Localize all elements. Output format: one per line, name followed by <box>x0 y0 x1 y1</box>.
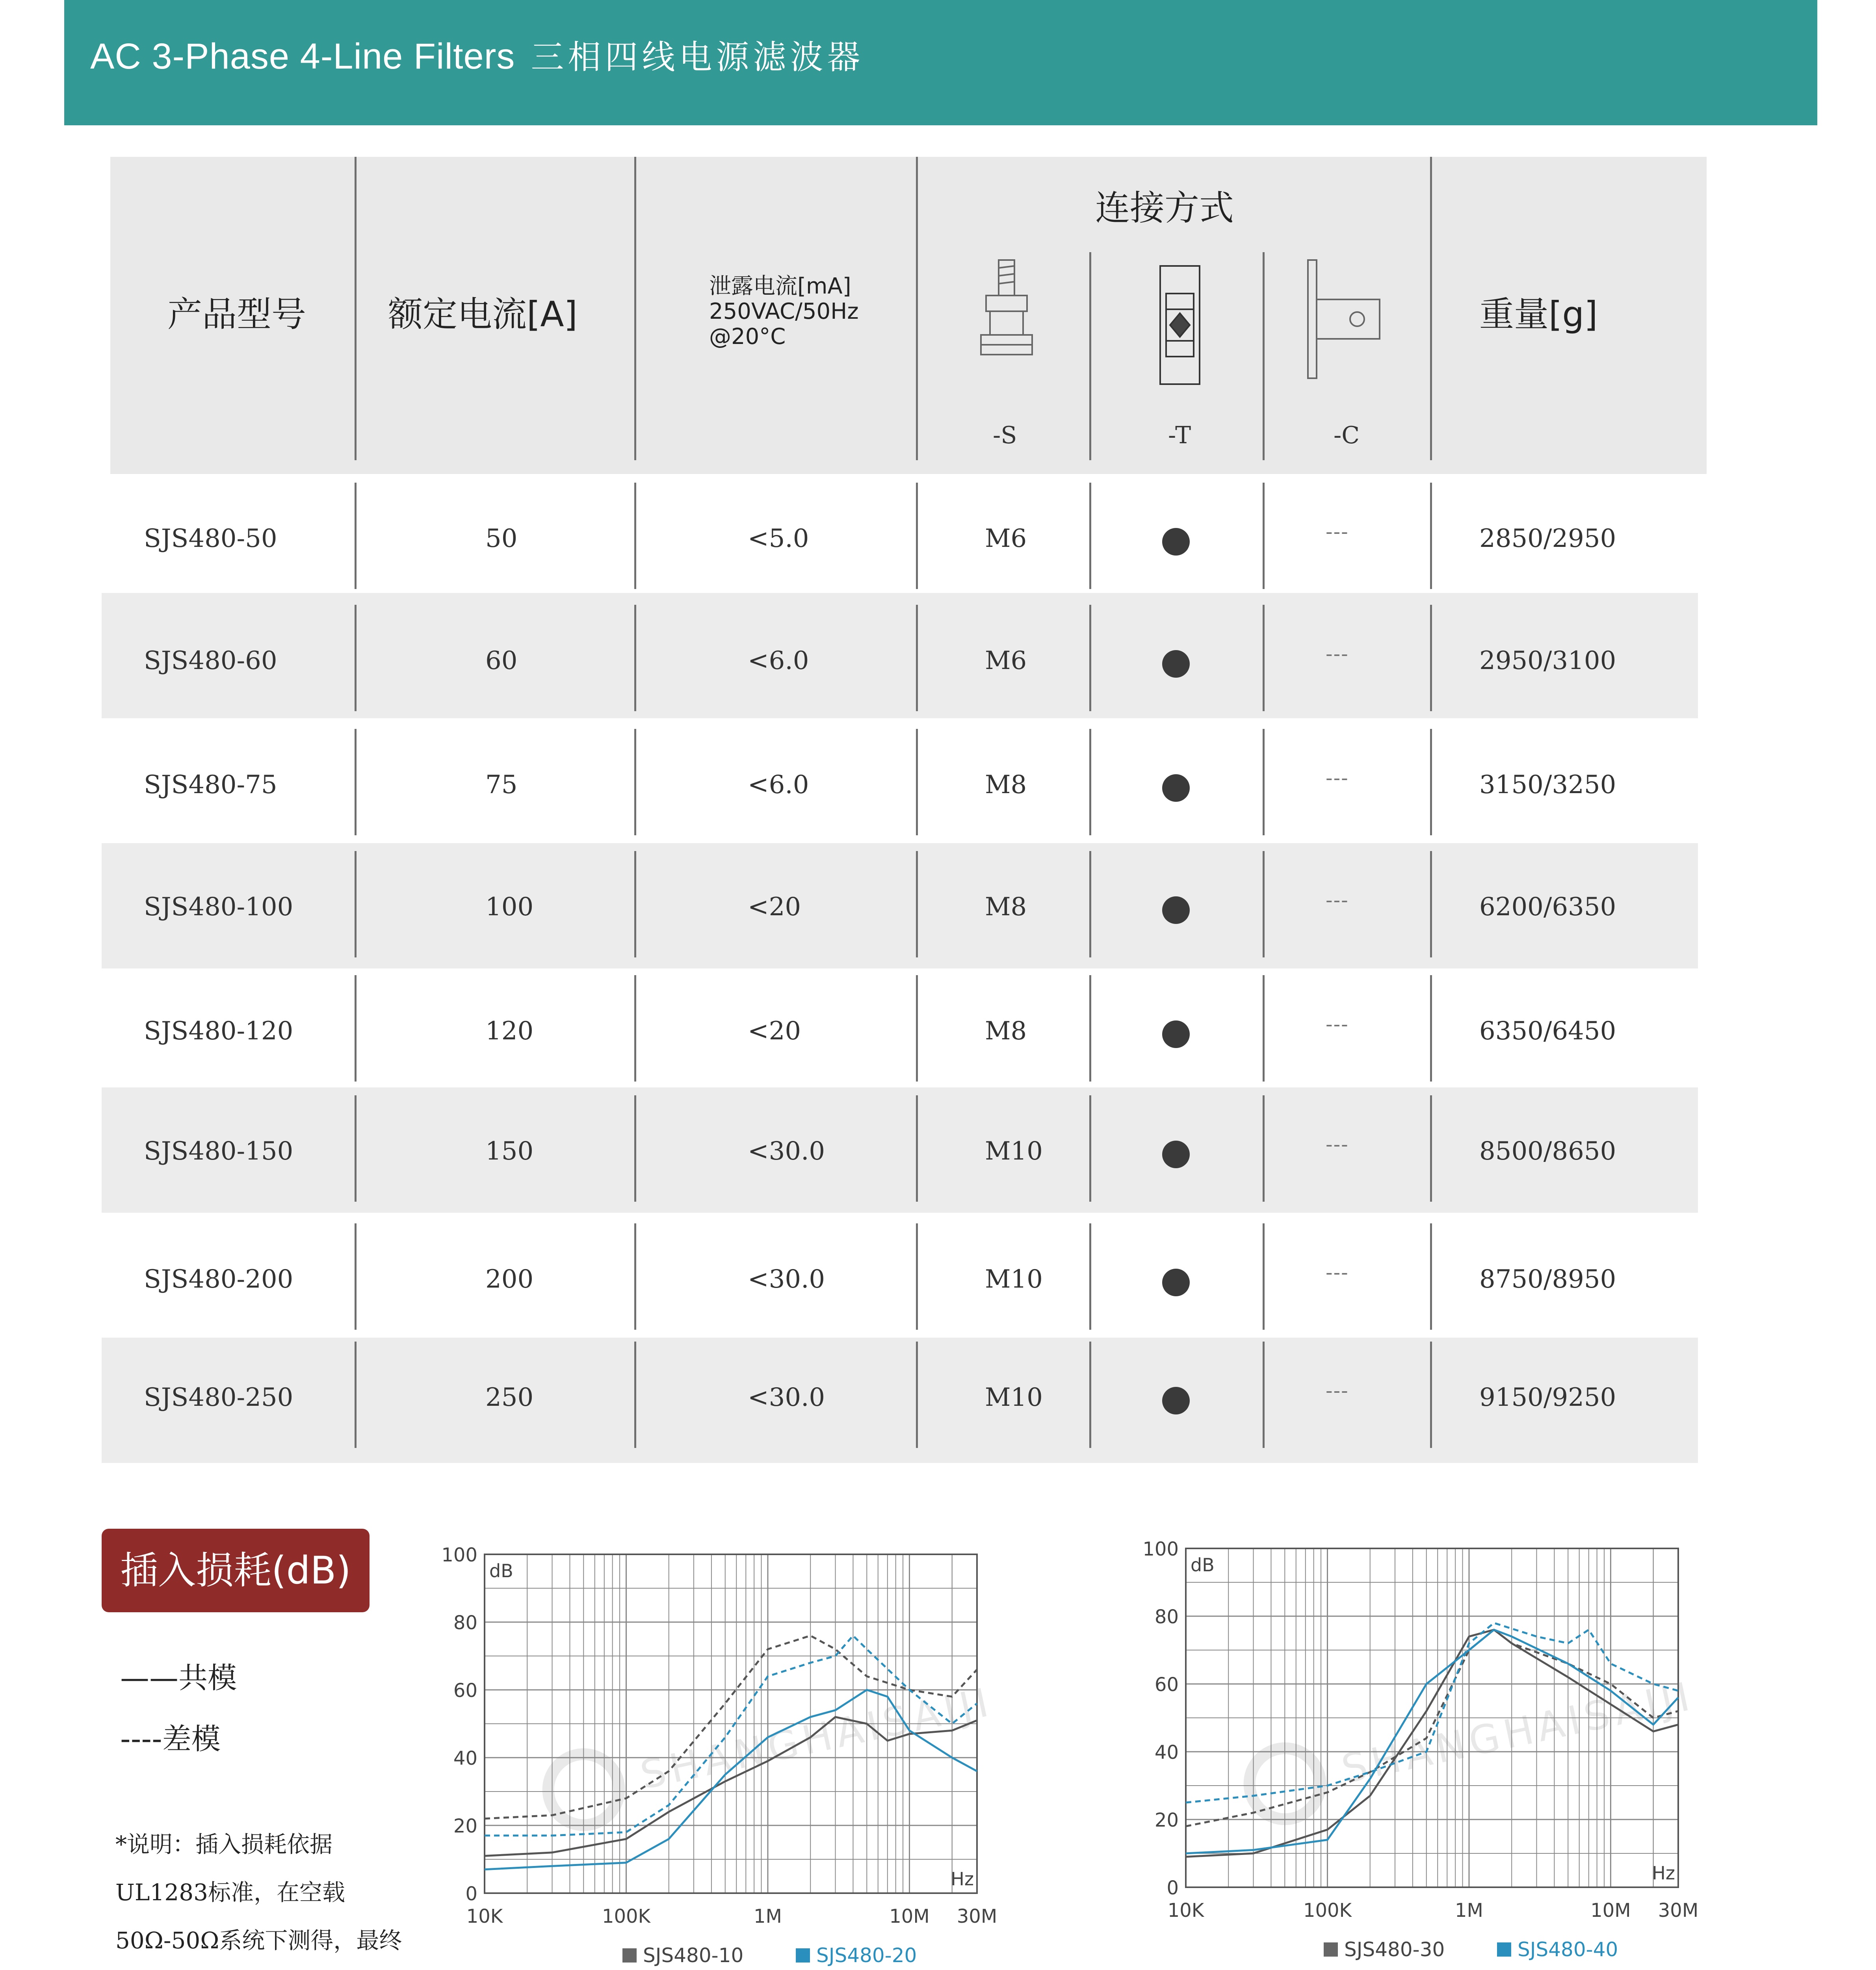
cell-current: 100 <box>485 892 534 922</box>
filled-dot-indicator <box>1162 896 1190 924</box>
cell-model: SJS480-120 <box>144 1017 293 1046</box>
column-divider <box>1430 729 1432 835</box>
column-divider <box>634 157 636 460</box>
title-en: AC 3-Phase 4-Line Filters <box>90 36 515 76</box>
cell-current: 60 <box>485 646 518 675</box>
filled-dot-indicator <box>1162 1141 1190 1168</box>
column-divider <box>634 851 636 957</box>
column-divider <box>916 157 918 460</box>
column-divider <box>1089 729 1091 835</box>
cell-weight: 9150/9250 <box>1479 1383 1616 1412</box>
column-divider <box>1430 1095 1432 1202</box>
column-divider <box>355 975 357 1082</box>
column-divider <box>634 483 636 589</box>
cell-conn-s: M8 <box>985 1017 1027 1046</box>
column-divider <box>355 729 357 835</box>
column-divider <box>1263 483 1265 589</box>
x-tick-label: 1M <box>754 1905 782 1927</box>
cell-leakage: <20 <box>748 1017 801 1046</box>
column-divider <box>1430 483 1432 589</box>
column-divider <box>1089 975 1091 1082</box>
cell-conn-c: --- <box>1326 1013 1349 1036</box>
cell-weight: 8500/8650 <box>1479 1137 1616 1166</box>
cell-conn-c: --- <box>1326 766 1349 790</box>
conn-label-c: -C <box>1334 422 1360 449</box>
cell-model: SJS480-75 <box>144 770 277 799</box>
legend-label: SJS480-20 <box>816 1944 917 1967</box>
y-tick-label: 60 <box>453 1680 477 1702</box>
column-divider <box>355 851 357 957</box>
header-weight: 重量[g] <box>1479 294 1598 335</box>
y-tick-label: 80 <box>453 1612 477 1634</box>
title-cn: 三相四线电源滤波器 <box>531 39 864 76</box>
y-tick-label: 20 <box>453 1815 477 1837</box>
legend-label: SJS480-10 <box>643 1944 744 1967</box>
column-divider <box>1089 1095 1091 1202</box>
insertion-loss-chart-1 <box>418 1535 1024 1970</box>
cell-conn-s: M10 <box>985 1383 1043 1412</box>
conn-label-t: -T <box>1168 422 1191 449</box>
cell-weight: 6350/6450 <box>1479 1017 1616 1046</box>
x-tick-label: 30M <box>1658 1899 1699 1922</box>
stud-terminal-icon <box>971 256 1042 374</box>
cell-conn-c: --- <box>1326 1133 1349 1156</box>
cell-weight: 8750/8950 <box>1479 1265 1616 1294</box>
watermark <box>1243 1662 1701 1826</box>
column-divider <box>1089 851 1091 957</box>
header-leakage <box>709 274 859 349</box>
insertion-loss-chart-2 <box>1119 1529 1726 1970</box>
insertion-loss-note: *说明：插入损耗依据UL1283标准，在空载50Ω-50Ω系统下测得，最终 <box>115 1831 402 1954</box>
cell-conn-s: M6 <box>985 524 1027 553</box>
column-divider <box>1430 1342 1432 1448</box>
column-divider <box>634 605 636 711</box>
filled-dot-indicator <box>1162 528 1190 556</box>
column-divider <box>1089 483 1091 589</box>
column-divider <box>916 975 918 1082</box>
cell-model: SJS480-100 <box>144 892 293 922</box>
column-divider <box>916 851 918 957</box>
column-divider <box>1430 157 1432 460</box>
cell-weight: 2850/2950 <box>1479 524 1616 553</box>
cell-leakage: <20 <box>748 892 801 922</box>
column-divider <box>1430 851 1432 957</box>
column-divider <box>1089 252 1091 460</box>
legend-swatch <box>1324 1942 1338 1957</box>
column-divider <box>1430 975 1432 1082</box>
column-divider <box>634 975 636 1082</box>
lug-terminal-icon <box>1300 256 1402 382</box>
cell-current: 150 <box>485 1137 534 1166</box>
y-tick-label: 20 <box>1154 1809 1179 1831</box>
cell-current: 200 <box>485 1265 534 1294</box>
cell-conn-c: --- <box>1326 888 1349 912</box>
cell-leakage: <30.0 <box>748 1137 825 1166</box>
column-divider <box>355 1223 357 1330</box>
column-divider <box>916 729 918 835</box>
cell-leakage: <30.0 <box>748 1383 825 1412</box>
column-divider <box>916 605 918 711</box>
x-tick-label: 10K <box>1167 1899 1204 1922</box>
cell-conn-s: M8 <box>985 892 1027 922</box>
row-band <box>102 1087 1698 1213</box>
x-axis-unit-label: Hz <box>951 1868 974 1890</box>
column-divider <box>1263 851 1265 957</box>
y-tick-label: 40 <box>1154 1741 1179 1764</box>
header-leakage-line2: 250VAC/50Hz <box>709 299 859 324</box>
x-tick-label: 10M <box>1590 1899 1631 1922</box>
table-header-background <box>110 157 1707 474</box>
header-leakage-line1: 泄露电流[mA] <box>709 273 851 299</box>
cell-conn-s: M10 <box>985 1137 1043 1166</box>
column-divider <box>355 605 357 711</box>
column-divider <box>1263 1342 1265 1448</box>
header-rated-current: 额定电流[A] <box>388 294 578 335</box>
column-divider <box>1263 729 1265 835</box>
x-tick-label: 100K <box>602 1905 651 1927</box>
cell-leakage: <5.0 <box>748 524 809 553</box>
legend-swatch <box>1497 1942 1511 1957</box>
cell-current: 75 <box>485 770 518 799</box>
watermark-text: SHANGHAISAIJI <box>636 1678 997 1798</box>
through-terminal-icon <box>1152 262 1207 392</box>
column-divider <box>1263 252 1265 460</box>
cell-conn-s: M8 <box>985 770 1027 799</box>
cell-weight: 3150/3250 <box>1479 770 1616 799</box>
cell-leakage: <6.0 <box>748 770 809 799</box>
column-divider <box>916 1223 918 1330</box>
cell-model: SJS480-250 <box>144 1383 293 1412</box>
chart-legend <box>1324 1938 1618 1961</box>
filled-dot-indicator <box>1162 650 1190 678</box>
column-divider <box>916 1342 918 1448</box>
y-tick-label: 40 <box>453 1747 477 1769</box>
column-divider <box>1263 1223 1265 1330</box>
row-band <box>102 843 1698 968</box>
cell-weight: 2950/3100 <box>1479 646 1616 675</box>
cell-leakage: <30.0 <box>748 1265 825 1294</box>
conn-label-s: -S <box>993 422 1017 449</box>
filled-dot-indicator <box>1162 1020 1190 1048</box>
cell-conn-s: M10 <box>985 1265 1043 1294</box>
column-divider <box>1263 975 1265 1082</box>
y-axis-unit-label: dB <box>489 1560 513 1582</box>
header-connection: 连接方式 <box>1095 188 1234 228</box>
watermark-text: SHANGHAISAIJI <box>1337 1673 1698 1792</box>
column-divider <box>634 729 636 835</box>
insertion-loss-badge: 插入损耗(dB) <box>102 1529 370 1612</box>
y-tick-label: 100 <box>1142 1538 1179 1560</box>
column-divider <box>1089 605 1091 711</box>
cell-conn-c: --- <box>1326 1261 1349 1284</box>
column-divider <box>355 157 357 460</box>
x-tick-label: 10K <box>466 1905 503 1927</box>
column-divider <box>634 1223 636 1330</box>
column-divider <box>1089 1223 1091 1330</box>
column-divider <box>916 1095 918 1202</box>
legend-label: SJS480-30 <box>1344 1938 1445 1961</box>
cell-current: 50 <box>485 524 518 553</box>
y-tick-label: 80 <box>1154 1606 1179 1628</box>
filled-dot-indicator <box>1162 1387 1190 1414</box>
cell-leakage: <6.0 <box>748 646 809 675</box>
column-divider <box>634 1342 636 1448</box>
column-divider <box>1430 1223 1432 1330</box>
column-divider <box>1263 605 1265 711</box>
header-model: 产品型号 <box>167 294 306 335</box>
legend-swatch <box>796 1948 810 1963</box>
cell-current: 120 <box>485 1017 534 1046</box>
cell-conn-c: --- <box>1326 1379 1349 1403</box>
cell-conn-c: --- <box>1326 642 1349 666</box>
y-tick-label: 100 <box>441 1544 477 1566</box>
cell-model: SJS480-60 <box>144 646 277 675</box>
column-divider <box>355 483 357 589</box>
legend-differential-mode: ----差模 <box>120 1722 221 1756</box>
header-leakage-line3: @20°C <box>709 324 786 349</box>
column-divider <box>1089 1342 1091 1448</box>
y-tick-label: 60 <box>1154 1674 1179 1696</box>
x-tick-label: 10M <box>889 1905 930 1927</box>
column-divider <box>1263 1095 1265 1202</box>
cell-model: SJS480-200 <box>144 1265 293 1294</box>
column-divider <box>355 1095 357 1202</box>
row-band <box>102 593 1698 718</box>
y-tick-label: 0 <box>1166 1877 1179 1899</box>
filled-dot-indicator <box>1162 1269 1190 1296</box>
column-divider <box>916 483 918 589</box>
cell-weight: 6200/6350 <box>1479 892 1616 922</box>
x-tick-label: 100K <box>1303 1899 1352 1922</box>
cell-model: SJS480-50 <box>144 524 277 553</box>
x-tick-label: 30M <box>957 1905 997 1927</box>
chart-legend <box>622 1944 917 1967</box>
column-divider <box>355 1342 357 1448</box>
legend-common-mode: ——共模 <box>120 1661 237 1695</box>
legend-label: SJS480-40 <box>1518 1938 1618 1961</box>
cell-current: 250 <box>485 1383 534 1412</box>
x-axis-unit-label: Hz <box>1652 1862 1675 1884</box>
y-axis-unit-label: dB <box>1191 1554 1215 1576</box>
x-tick-label: 1M <box>1455 1899 1483 1922</box>
cell-conn-c: --- <box>1326 520 1349 544</box>
cell-model: SJS480-150 <box>144 1137 293 1166</box>
column-divider <box>1430 605 1432 711</box>
cell-conn-s: M6 <box>985 646 1027 675</box>
filled-dot-indicator <box>1162 774 1190 802</box>
row-band <box>102 1338 1698 1463</box>
y-tick-label: 0 <box>465 1883 477 1905</box>
legend-swatch <box>622 1948 637 1963</box>
column-divider <box>634 1095 636 1202</box>
